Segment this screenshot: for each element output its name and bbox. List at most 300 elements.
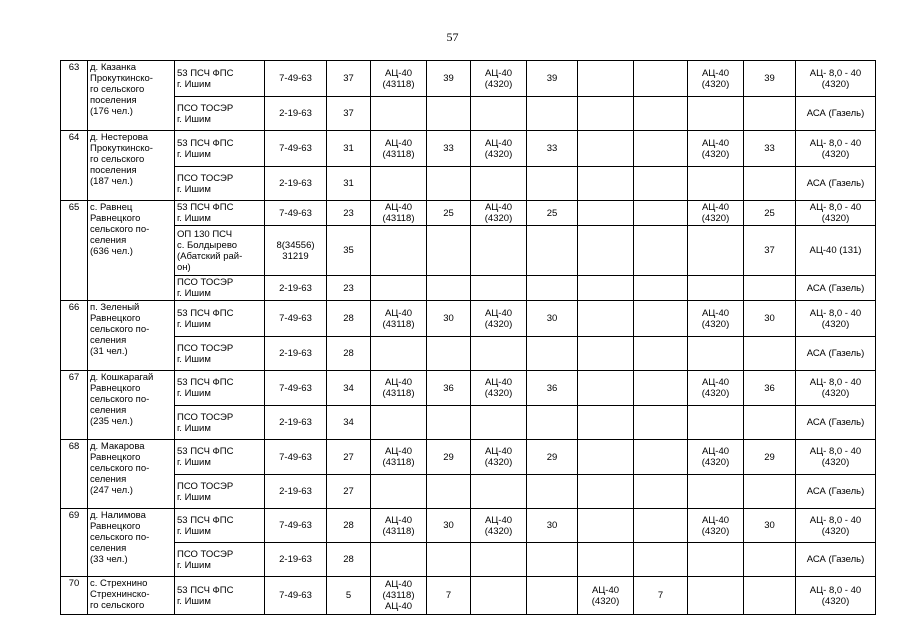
- equipment-cell-line: (4320): [821, 457, 850, 468]
- fire-unit-cell-line: 53 ПСЧ ФПС: [177, 377, 234, 388]
- time-cell-3: [634, 301, 688, 337]
- table-row: [61, 131, 876, 167]
- fire-unit-cell-line: 53 ПСЧ ФПС: [177, 584, 234, 596]
- fire-unit-cell: [175, 509, 265, 543]
- fire-unit-cell-line: он): [177, 261, 191, 273]
- time-cell-1: 30: [427, 509, 471, 543]
- vehicle-cell-2: [471, 440, 527, 475]
- fire-unit-cell: [175, 543, 265, 577]
- time-cell-3: [634, 276, 688, 301]
- equipment-cell-line: АЦ- 8,0 - 40: [809, 377, 862, 388]
- settlement-cell-line: Равнецкого: [90, 452, 141, 463]
- vehicle-cell-4: [688, 475, 744, 509]
- settlement-cell-line: Равнецкого: [90, 383, 141, 394]
- time-cell-2: 29: [527, 440, 578, 475]
- row-number: 68: [61, 440, 88, 509]
- equipment-cell-line: (4320): [821, 213, 850, 224]
- equipment-cell-line: АЦ- 8,0 - 40: [809, 67, 862, 79]
- time-cell-2: [527, 226, 578, 276]
- vehicle-cell-4: [688, 301, 744, 337]
- table-row: [61, 337, 876, 371]
- distance-cell: 28: [327, 509, 371, 543]
- time-cell-4: 39: [744, 61, 796, 97]
- table-row: [61, 301, 876, 337]
- vehicle-cell-3: [578, 301, 634, 337]
- table-row: [61, 201, 876, 226]
- settlement-cell-line: Равнецкого: [90, 213, 141, 224]
- phone-cell-line: 2-19-63: [279, 486, 312, 497]
- time-cell-3: [634, 97, 688, 131]
- vehicle-cell-3: [578, 167, 634, 201]
- vehicle-cell-1-line: АЦ-40: [384, 67, 413, 79]
- table-row: [61, 475, 876, 509]
- time-cell-3: [634, 131, 688, 167]
- vehicle-cell-3-line: АЦ-40: [591, 584, 620, 596]
- equipment-cell-line: АЦ- 8,0 - 40: [809, 137, 862, 149]
- settlement-cell-line: (636 чел.): [90, 246, 133, 257]
- fire-unit-cell-line: ПСО ТОСЭР: [177, 102, 234, 114]
- vehicle-cell-4-line: АЦ-40: [701, 377, 730, 388]
- settlement-cell-line: Прокуткинско-: [90, 143, 153, 154]
- equipment-cell: [796, 226, 876, 276]
- phone-cell-line: 7-49-63: [279, 73, 312, 84]
- settlement-cell-line: селения: [90, 335, 127, 346]
- time-cell-4: [744, 167, 796, 201]
- equipment-cell: [796, 201, 876, 226]
- time-cell-4: [744, 577, 796, 615]
- settlement-cell: [88, 61, 175, 131]
- time-cell-3: [634, 371, 688, 406]
- fire-unit-cell: [175, 97, 265, 131]
- fire-unit-cell-line: г. Ишим: [177, 288, 211, 299]
- vehicle-cell-2-line: (4320): [484, 213, 513, 224]
- vehicle-cell-2-line: (4320): [484, 525, 513, 537]
- phone-cell-line: 2-19-63: [279, 417, 312, 428]
- row-number: 64: [61, 131, 88, 201]
- fire-unit-cell-line: г. Ишим: [177, 318, 211, 330]
- fire-unit-cell: [175, 201, 265, 226]
- vehicle-cell-2: [471, 543, 527, 577]
- settlement-cell-line: сельского по-: [90, 324, 150, 335]
- vehicle-cell-2: [471, 577, 527, 615]
- time-cell-1: [427, 226, 471, 276]
- distance-cell: 23: [327, 201, 371, 226]
- settlement-cell: [88, 371, 175, 440]
- time-cell-2: [527, 337, 578, 371]
- fire-unit-cell-line: г. Ишим: [177, 148, 211, 160]
- time-cell-2: 30: [527, 301, 578, 337]
- equipment-cell-line: АСА (Газель): [806, 178, 865, 189]
- vehicle-cell-1: [371, 475, 427, 509]
- time-cell-1: [427, 475, 471, 509]
- fire-unit-cell-line: 53 ПСЧ ФПС: [177, 67, 234, 79]
- vehicle-cell-2: [471, 226, 527, 276]
- vehicle-cell-1-line: АЦ-40: [384, 579, 413, 590]
- settlement-cell-line: сельского по-: [90, 224, 150, 235]
- distance-cell: 27: [327, 475, 371, 509]
- phone-cell-line: 2-19-63: [279, 348, 312, 359]
- table-row: [61, 509, 876, 543]
- fire-unit-cell-line: г. Ишим: [177, 113, 211, 125]
- time-cell-1: [427, 337, 471, 371]
- time-cell-2: [527, 167, 578, 201]
- settlement-cell-line: (176 чел.): [90, 106, 133, 117]
- time-cell-1: [427, 406, 471, 440]
- equipment-cell-line: АЦ- 8,0 - 40: [809, 446, 862, 457]
- settlement-cell-line: д. Казанка: [90, 62, 137, 73]
- fire-unit-cell-line: 53 ПСЧ ФПС: [177, 137, 234, 149]
- equipment-cell: [796, 337, 876, 371]
- settlement-cell-line: поселения: [90, 165, 137, 176]
- phone-cell: [265, 406, 327, 440]
- settlement-cell-line: п. Зеленый: [90, 302, 140, 313]
- settlement-cell-line: го сельского: [90, 154, 145, 165]
- equipment-cell-line: АЦ- 8,0 - 40: [809, 584, 862, 596]
- time-cell-1: [427, 97, 471, 131]
- fire-unit-cell: [175, 301, 265, 337]
- phone-cell-line: 8(34556): [276, 239, 315, 251]
- time-cell-3: [634, 440, 688, 475]
- settlement-cell-line: селения: [90, 543, 127, 554]
- time-cell-3: [634, 406, 688, 440]
- fire-unit-cell-line: г. Ишим: [177, 213, 211, 224]
- fire-unit-cell-line: г. Ишим: [177, 595, 211, 607]
- time-cell-2: 36: [527, 371, 578, 406]
- vehicle-cell-2: [471, 406, 527, 440]
- equipment-cell: [796, 371, 876, 406]
- distance-cell: 34: [327, 406, 371, 440]
- fire-unit-cell-line: г. Ишим: [177, 491, 211, 503]
- fire-unit-cell: [175, 440, 265, 475]
- fire-unit-cell: [175, 226, 265, 276]
- time-cell-4: [744, 406, 796, 440]
- vehicle-cell-3: [578, 226, 634, 276]
- vehicle-cell-2: [471, 97, 527, 131]
- time-cell-1: 36: [427, 371, 471, 406]
- fire-unit-cell-line: ПСО ТОСЭР: [177, 172, 234, 184]
- distance-cell: 31: [327, 167, 371, 201]
- vehicle-cell-2: [471, 475, 527, 509]
- time-cell-2: 33: [527, 131, 578, 167]
- equipment-cell-line: АЦ- 8,0 - 40: [809, 202, 862, 213]
- phone-cell-line: 2-19-63: [279, 554, 312, 565]
- phone-cell: [265, 509, 327, 543]
- fire-unit-cell: [175, 337, 265, 371]
- phone-cell-line: 7-49-63: [279, 313, 312, 324]
- vehicle-cell-2: [471, 167, 527, 201]
- vehicle-cell-1-line: АЦ-40: [384, 446, 413, 457]
- phone-cell: [265, 226, 327, 276]
- vehicle-cell-4-line: АЦ-40: [701, 67, 730, 79]
- distance-cell: 28: [327, 337, 371, 371]
- vehicle-cell-4-line: АЦ-40: [701, 514, 730, 526]
- distance-cell: 31: [327, 131, 371, 167]
- vehicle-cell-4: [688, 406, 744, 440]
- vehicle-cell-4: [688, 167, 744, 201]
- row-number: 67: [61, 371, 88, 440]
- row-number: 63: [61, 61, 88, 131]
- settlement-cell-line: (31 чел.): [90, 346, 128, 357]
- row-number: 70: [61, 577, 88, 615]
- vehicle-cell-1-line: (43118): [382, 388, 415, 399]
- vehicle-cell-2: [471, 61, 527, 97]
- phone-cell-line: 7-49-63: [279, 382, 312, 394]
- vehicle-cell-4: [688, 440, 744, 475]
- vehicle-cell-2-line: (4320): [484, 148, 513, 160]
- fire-unit-cell-line: ПСО ТОСЭР: [177, 480, 234, 492]
- time-cell-3: [634, 543, 688, 577]
- time-cell-3: [634, 201, 688, 226]
- vehicle-cell-1-line: АЦ-40: [384, 514, 413, 526]
- phone-cell: [265, 131, 327, 167]
- fire-unit-cell-line: (Абатский рай-: [177, 250, 243, 262]
- vehicle-cell-3: [578, 440, 634, 475]
- time-cell-1: 7: [427, 577, 471, 615]
- vehicle-cell-4-line: АЦ-40: [701, 202, 730, 213]
- equipment-cell-line: (4320): [821, 388, 850, 399]
- vehicle-cell-1-line: (43118): [382, 525, 415, 537]
- time-cell-4: [744, 475, 796, 509]
- vehicle-cell-2: [471, 371, 527, 406]
- settlement-cell-line: го сельского: [90, 600, 145, 611]
- equipment-cell: [796, 543, 876, 577]
- equipment-cell: [796, 475, 876, 509]
- vehicle-cell-1: [371, 371, 427, 406]
- settlement-cell-line: селения: [90, 405, 127, 416]
- fire-unit-cell: [175, 276, 265, 301]
- vehicle-cell-3: [578, 131, 634, 167]
- time-cell-4: 25: [744, 201, 796, 226]
- table-row: [61, 226, 876, 276]
- time-cell-1: [427, 276, 471, 301]
- vehicle-cell-1-line: АЦ-40: [384, 377, 413, 388]
- vehicle-cell-4-line: АЦ-40: [701, 446, 730, 457]
- phone-cell-line: 7-49-63: [279, 520, 312, 531]
- time-cell-4: 30: [744, 301, 796, 337]
- time-cell-4: 29: [744, 440, 796, 475]
- vehicle-cell-1-line: (43118): [382, 78, 415, 90]
- settlement-cell-line: сельского по-: [90, 463, 150, 474]
- vehicle-cell-3: [578, 543, 634, 577]
- distance-cell: 37: [327, 61, 371, 97]
- vehicle-cell-4: [688, 543, 744, 577]
- vehicle-cell-1-line: (43118): [382, 213, 415, 224]
- equipment-cell-line: АСА (Газель): [806, 348, 865, 359]
- settlement-cell-line: д. Нестерова: [90, 132, 149, 143]
- settlement-cell-line: Стрехнинско-: [90, 589, 150, 600]
- settlement-cell-line: (33 чел.): [90, 554, 128, 565]
- vehicle-cell-1: [371, 131, 427, 167]
- vehicle-cell-4-line: (4320): [701, 388, 730, 399]
- fire-unit-cell-line: г. Ишим: [177, 353, 211, 365]
- equipment-cell: [796, 131, 876, 167]
- equipment-cell-line: АСА (Газель): [806, 554, 865, 565]
- phone-cell-line: 7-49-63: [279, 207, 312, 219]
- vehicle-cell-1: [371, 440, 427, 475]
- row-number: 65: [61, 201, 88, 301]
- time-cell-2: [527, 97, 578, 131]
- time-cell-3: [634, 226, 688, 276]
- fire-unit-cell: [175, 167, 265, 201]
- equipment-cell-line: АЦ-40 (131): [809, 245, 862, 256]
- equipment-cell-line: АСА (Газель): [806, 108, 865, 119]
- vehicle-cell-4-line: (4320): [701, 213, 730, 224]
- equipment-cell: [796, 509, 876, 543]
- phone-cell: [265, 371, 327, 406]
- vehicle-cell-4-line: (4320): [701, 525, 730, 537]
- fire-unit-cell-line: ПСО ТОСЭР: [177, 548, 234, 560]
- vehicle-cell-2: [471, 301, 527, 337]
- fire-unit-cell-line: 53 ПСЧ ФПС: [177, 307, 234, 319]
- time-cell-1: 29: [427, 440, 471, 475]
- time-cell-2: 39: [527, 61, 578, 97]
- vehicle-cell-2-line: (4320): [484, 457, 513, 468]
- settlement-cell-line: (187 чел.): [90, 176, 133, 187]
- equipment-cell: [796, 167, 876, 201]
- settlement-cell-line: (247 чел.): [90, 485, 133, 496]
- distance-cell: 5: [327, 577, 371, 615]
- equipment-cell: [796, 61, 876, 97]
- fire-unit-cell-line: г. Ишим: [177, 525, 211, 537]
- table-row: [61, 97, 876, 131]
- vehicle-cell-1: [371, 509, 427, 543]
- vehicle-cell-2-line: АЦ-40: [484, 446, 513, 457]
- fire-unit-cell: [175, 577, 265, 615]
- vehicle-cell-4-line: АЦ-40: [701, 307, 730, 319]
- settlement-cell-line: (235 чел.): [90, 416, 133, 427]
- vehicle-cell-4: [688, 577, 744, 615]
- vehicle-cell-4-line: (4320): [701, 457, 730, 468]
- time-cell-3: [634, 509, 688, 543]
- time-cell-4: 36: [744, 371, 796, 406]
- settlement-cell-line: с. Стрехнино: [90, 578, 148, 589]
- fire-unit-cell-line: г. Ишим: [177, 422, 211, 434]
- vehicle-cell-1: [371, 201, 427, 226]
- settlement-cell: [88, 577, 175, 615]
- vehicle-cell-3: [578, 406, 634, 440]
- vehicle-cell-3: [578, 475, 634, 509]
- equipment-cell-line: (4320): [821, 595, 850, 607]
- vehicle-cell-3: [578, 371, 634, 406]
- vehicle-cell-1-line: АЦ-40: [384, 137, 413, 149]
- vehicle-cell-1: [371, 301, 427, 337]
- fire-unit-cell: [175, 131, 265, 167]
- settlement-cell-line: го сельского: [90, 84, 145, 95]
- vehicle-cell-1-line: (43118): [382, 457, 415, 468]
- time-cell-1: 39: [427, 61, 471, 97]
- distance-cell: 28: [327, 543, 371, 577]
- fire-unit-cell-line: 53 ПСЧ ФПС: [177, 446, 234, 457]
- vehicle-cell-2: [471, 337, 527, 371]
- time-cell-4: [744, 97, 796, 131]
- equipment-cell-line: АСА (Газель): [806, 486, 865, 497]
- distance-cell: 34: [327, 371, 371, 406]
- equipment-cell-line: АЦ- 8,0 - 40: [809, 514, 862, 526]
- vehicle-cell-3: [578, 201, 634, 226]
- vehicle-cell-1-line: (43118): [382, 318, 415, 330]
- settlement-cell-line: д. Макарова: [90, 441, 145, 452]
- settlement-cell: [88, 440, 175, 509]
- time-cell-2: [527, 406, 578, 440]
- table-row: [61, 577, 876, 615]
- fire-unit-cell-line: ПСО ТОСЭР: [177, 342, 234, 354]
- vehicle-cell-1: [371, 167, 427, 201]
- settlement-cell-line: Равнецкого: [90, 521, 141, 532]
- fire-unit-cell-line: г. Ишим: [177, 183, 211, 195]
- row-number: 66: [61, 301, 88, 371]
- equipment-cell: [796, 276, 876, 301]
- fire-unit-cell-line: 53 ПСЧ ФПС: [177, 514, 234, 526]
- vehicle-cell-4-line: (4320): [701, 148, 730, 160]
- table-row: [61, 406, 876, 440]
- vehicle-cell-1-line: (43118): [382, 590, 415, 601]
- vehicle-cell-1-line: (43118): [382, 148, 415, 160]
- settlement-cell-line: с. Равнец: [90, 202, 133, 213]
- phone-cell-line: 2-19-63: [279, 108, 312, 119]
- time-cell-4: [744, 543, 796, 577]
- fire-unit-cell-line: с. Болдырево: [177, 239, 238, 251]
- settlement-cell: [88, 301, 175, 371]
- settlement-cell-line: д. Налимова: [90, 510, 146, 521]
- distance-cell: 37: [327, 97, 371, 131]
- equipment-cell: [796, 301, 876, 337]
- phone-cell: [265, 543, 327, 577]
- distance-cell: 35: [327, 226, 371, 276]
- time-cell-4: [744, 337, 796, 371]
- time-cell-2: [527, 543, 578, 577]
- vehicle-cell-2-line: АЦ-40: [484, 377, 513, 388]
- vehicle-cell-3: [578, 276, 634, 301]
- vehicle-cell-2-line: АЦ-40: [484, 67, 513, 79]
- fire-unit-cell-line: г. Ишим: [177, 559, 211, 571]
- vehicle-cell-4: [688, 509, 744, 543]
- phone-cell: [265, 201, 327, 226]
- vehicle-cell-3-line: (4320): [591, 595, 620, 607]
- settlement-cell: [88, 131, 175, 201]
- time-cell-3: [634, 61, 688, 97]
- equipment-cell-line: АЦ- 8,0 - 40: [809, 307, 862, 319]
- fire-unit-cell-line: ПСО ТОСЭР: [177, 411, 234, 423]
- time-cell-2: [527, 577, 578, 615]
- fire-unit-cell-line: г. Ишим: [177, 388, 211, 399]
- time-cell-3: [634, 337, 688, 371]
- table-row: [61, 276, 876, 301]
- fire-unit-cell-line: 53 ПСЧ ФПС: [177, 202, 234, 213]
- distance-cell: 28: [327, 301, 371, 337]
- equipment-cell-line: АСА (Газель): [806, 282, 865, 294]
- row-number: 69: [61, 509, 88, 577]
- equipment-cell: [796, 97, 876, 131]
- table-row: [61, 61, 876, 97]
- vehicle-cell-1: [371, 337, 427, 371]
- settlement-cell-line: Прокуткинско-: [90, 73, 153, 84]
- time-cell-3: 7: [634, 577, 688, 615]
- vehicle-cell-2-line: АЦ-40: [484, 514, 513, 526]
- vehicle-cell-1: [371, 226, 427, 276]
- equipment-cell-line: (4320): [821, 78, 850, 90]
- vehicle-cell-4-line: (4320): [701, 318, 730, 330]
- table-row: [61, 543, 876, 577]
- vehicle-cell-1: [371, 61, 427, 97]
- table-row: [61, 440, 876, 475]
- time-cell-1: 25: [427, 201, 471, 226]
- vehicle-cell-2-line: (4320): [484, 388, 513, 399]
- settlement-cell: [88, 509, 175, 577]
- phone-cell: [265, 61, 327, 97]
- vehicle-cell-4: [688, 97, 744, 131]
- fire-unit-cell: [175, 371, 265, 406]
- dispatch-table: [60, 60, 876, 615]
